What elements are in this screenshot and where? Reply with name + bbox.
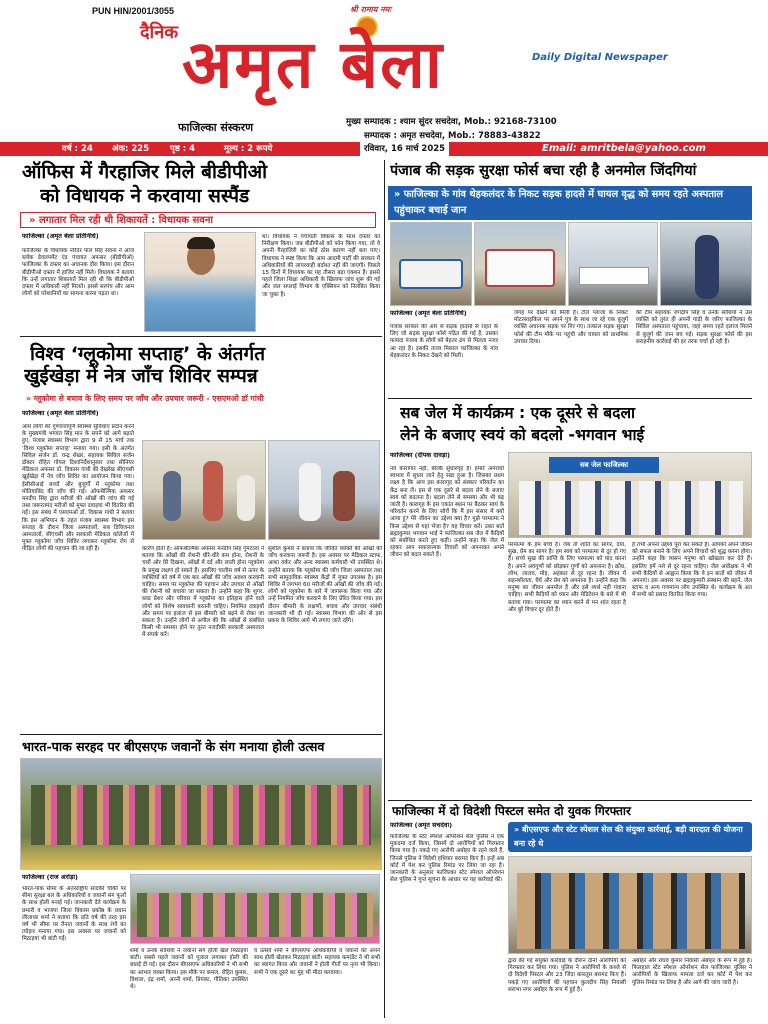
story2-col2: कारण होता है। ऑफथैल्मिक अफसर मनदीप सिंह गुमटाला ने बताया कि आँखों की रोशनी धीरे-धीरे कम होना, रोशनी के चारों ओर घेरे दिखना, आँखों में दर्द और लाली होना ग्लूकोमा के प्रमुख लक्षण हो सकते हैं। इसलिए चालीस वर्ष से ऊपर के व्यक्तियों को वर्ष में एक बार आँखों की जाँच अवश्य करवानी चाहिए। समय पर ग्लूकोमा की पहचान और उपचार से आँखों की रोशनी को बचाया जा सकता है। उन्होंने कहा कि शुगर, ब्लड प्रेशर और परिवार में ग्लूकोमा का इतिहास होने वाले लोगों को विशेष सावधानी बरतनी चाहिए। नियमित दवाइयों और समय पर इलाज से इस बीमारी को बढ़ने से रोका जा सकता है। उन्होंने लोगों से अपील की कि आँखों से संबंधित किसी भी समस्या होने पर तुरंत नजदीकी सरकारी अस्पताल में संपर्क करें। [142,546,264,639]
hospital-photo [568,222,658,306]
story6-subhead: » बीएसएफ और स्टेट स्पेशल सेल की संयुक्त कार्रवाई, बड़ी वारदात की योजना बना रहे थे [508,822,752,852]
divider [20,734,382,735]
rescue-van [485,249,555,287]
story4-subhead: » फाजिल्का के गांव थेहकलंदर के निकट सड़क हादसे में घायल वृद्ध को समय रहते अस्पताल पहुंचाकर बचाई जान [388,186,752,220]
story2-subhead-text: ग्लूकोमा से बचाव के लिए समय पर जाँच और उपचार जरूरी - एसएमओ डॉ गांधी [33,394,264,403]
jail-event-photo [508,452,752,538]
editor: सम्पादक : अमृत सचदेवा, Mob.: 78883-43822 [364,131,541,141]
story5-headline-2: लेने के बजाए स्वयं को बदलो -भगवान भाई [400,426,645,444]
chief-editor: मुख्य सम्पादक : श्याम सुंदर सचदेवा, Mob.: 92168-73100 [346,117,557,127]
masthead-tagline: Daily Digital Newspaper [532,52,668,63]
story5-headline-1: सब जेल में कार्यक्रम : एक दूसरे से बदला [400,404,636,422]
story5-col1: नव कारागार नहीं, बल्कि सुधारगृह है। हमारे अपराधी स्वभाव में सुधार लाने हेतु रखा हुआ है। जिसका प्रथम लक्ष्य है कि आप इस कारागृह को संस्कार परिवर्तन का केंद्र बना लें। इस से एक दूसरे से बदला लेने के बजाए स्वयं को बदलना है। बदला लेने से समस्या और भी बढ़ जाती है। कारागृह के इस एकांत स्थान पर बैठकर स्वयं के परिवर्तन करने के लिए सोचें कि मैं इस संसार में क्यों आया हूं? मेरे जीवन का उद्देश्य क्या है? मुझे परमात्मा ने किस उद्देश्य से यहां भेजा है? यह विचार करें। उक्त बातें ब्रह्माकुमार भगवान भाई ने फाजिल्का सब जेल में कैदियों को संबोधित करते हुए कहीं। उन्होंने कहा कि जेल में रहकर आप सकारात्मक विचारों को अपनाकर अपने जीवन को बदल सकते हैं। [390,466,504,559]
camp-person [163,471,181,521]
story2-col3: सुशील कुमार ने बताया कि जीवित व्यक्ति की आँखों की जाँच करवाना जरूरी है। इस अवसर पर मेडिकल स्टाफ, आशा वर्कर और अन्य स्वास्थ्य कर्मचारी भी उपस्थित थे। उन्होंने बताया कि ग्लूकोमा की जाँच जिला अस्पताल तथा सभी सामुदायिक स्वास्थ्य केंद्रों में मुफ्त उपलब्ध है। इस शिविर में लगभग 60 मरीजों की आँखों की जाँच की गई। लोगों को ग्लूकोमा के बारे में जागरूक किया गया और उन्हें नियमित जाँच करवाने के लिए प्रेरित किया गया। इस दौरान बीमारी के लक्षणों, बचाव और उपचार संबंधी जानकारी भी दी गई। स्वास्थ्य विभाग की ओर से इस प्रकार के शिविर आगे भी लगाए जाते रहेंगे। [268,546,382,625]
story2-col1: आम लोगों को गुणवत्तापूर्ण स्वास्थ्य सुविधाएं प्रदान करने के मुख्यमंत्री भगवंत सिंह मान के सपने को आगे बढ़ाते हुए, पंजाब स्वास्थ्य विभाग द्वारा 9 से 15 मार्च तक ‘विश्व ग्लूकोमा सप्ताह’ मनाया गया। इसी के अंतर्गत सिविल सर्जन डॉ. चन्द्र शेखर, सहायक सिविल सर्जन डॉक्टर रोहित गोयल दिशानिर्देशानुसार तथा सीनियर मेडिकल अफसर डॉ. विकास गांधी की देखरेख सीएचसी खुईखेड़ा में नेत्र जाँच शिविर का आयोजन किया गया। ईसीसीआई बच्चों और बुजुर्गों में ग्लूकोमा तथा मोतियाबिंद की जाँच की गई। ऑफथैल्मिक अफसर मनदीप सिंह द्वारा मरीजों की आँखों की जांच की गई तथा जरूरतमंद मरीजों को मुफ्त दवाइयां भी वितरित की गईं। इस संबंध में एसएमओ डॉ. विकास गांधी ने बताया कि इस अभियान के तहत पंजाब स्वास्थ्य विभाग इस सप्ताह के दौरान जिला अस्पतालों, सब डिविजनल अस्पतालों, सीएचसी और सरकारी मेडिकल कॉलेजों में मुफ्त ग्लूकोमा जाँच शिविर लगाकर ग्लूकोमा रोग से पीड़ित लोगों की पहचान की जा रही है। [22,424,134,553]
story4-subhead-text: फाजिल्का के गांव थेहकलंदर के निकट सड़क हादसे में घायल वृद्ध को समय रहते अस्पताल पहुंचाकर बचाई जान [394,189,724,216]
story1-subhead-text: लगातार मिल रही थी शिकायतें : विधायक सवना [38,215,214,226]
story1-col2: था। विधायक ने पंचायती विकास के साथ दफ्तर का निरीक्षण किया। जब बीडीपीओ को फोन किया गया, तो वे अपनी गैरहाजिरी का कोई ठोस कारण नहीं बता पाए। विधायक ने स्पष्ट किया कि आम आदमी पार्टी की सरकार में अधिकारियों की लापरवाही बर्दाश्त नहीं की जाएगी। पिछले 15 दिनों में विधायक का यह तीसरा बड़ा एक्शन है। इससे पहले जिला शिक्षा अधिकारी के खिलाफ जांच शुरू की गई और जल सप्लाई विभाग के एक्सियन को निलंबित किया जा चुका है। [262,234,380,298]
story1-headline-1: ऑफिस में गैरहाजिर मिले बीडीपीओ [22,161,268,183]
divider [388,800,752,801]
year: वर्ष : 24 [62,144,93,154]
story4-col3: की टीम सहायक जगदीप सिंह व उनके साथियों ने उस व्यक्ति को तुरंत ही अपनी गाड़ी के जरिए फाजिल्का के सिविल अस्पताल पहुंचाया, जहां समय रहते इलाज मिलने से बुजुर्ग की जान बच गई। सड़क सुरक्षा फोर्स की इस सराहनीय कार्रवाई की हर तरफ चर्चा हो रही है। [636,310,752,345]
story2-headline-1: विश्व ‘ग्लूकोमा सप्ताह’ के अंतर्गत [30,343,266,365]
jail-banner-text: सब जेल फाजिल्का [579,461,629,469]
story2-subhead: » ग्लूकोमा से बचाव के लिए समय पर जाँच और उपचार जरूरी - एसएमओ डॉ गांधी [20,392,382,406]
story4-headline: पंजाब की सड़क सुरक्षा फोर्स बचा रही है अनमोल जिंदगियां [390,163,697,179]
divider [388,398,752,399]
doctor-checkup-photo [268,440,380,540]
story1-col1: फाजिल्का के विधायक नरिंदर पाल सिंह सवना ने आज ब्लॉक डेवलपमेंट एंड पंचायत अफसर (बीडीपीओ) फाजिल्का के दफ्तर का अचानक दौरा किया। इस दौरान बीडीपीओ दफ्तर में हाजिर नहीं मिले। विधायक ने बताया कि उन्हें लगातार शिकायतें मिल रही थी कि बीडीपीओ दफ्तर में अधिकारी नहीं मिलते। इससे सरपंच और आम लोगों को परेशानियों का सामना करना पड़ता था। [22,248,134,298]
story1-headline-2: को विधायक ने करवाया सस्पैंड [40,185,250,207]
story2-headline-2: खुईखेड़ा में नेत्र जाँच शिविर सम्पन्न [24,365,258,387]
story6-col3: अबोहर और राघव कुमार निवासी अबोहर के रूप में हुई है। फिलहाल स्टेट स्पेशल ऑपरेशन सेल फाजिल्का पुलिस ने आरोपियों के खिलाफ मामला दर्ज कर कोर्ट में पेश कर पुलिस रिमांड पर लिया है और आगे की जांच जारी है। [632,958,752,986]
issue-date: रविवार, 16 मार्च 2025 [360,142,449,156]
doctor-figure [299,463,321,521]
story6-col1: फाजिल्का के स्टेट स्पेशल ऑपरेशन सेल पुलिस ने एक मुकदमा दर्ज किया, जिसमें दो आरोपियों को गिरफ्तार किया गया है। पकड़े गए आरोपी अबोहर के रहने वाले हैं, जिनसे पुलिस ने विदेशी हथियार बरामद किए हैं। इन्हें अब कोर्ट में पेश कर पुलिस रिमांड पर लिया जा रहा है। जानकारी के अनुसार फाजिल्का स्टेट स्पेशल ऑपरेशन सेल पुलिस ने गुप्त सूचना के आधार पर यह कार्रवाई की। [390,834,504,884]
camp-person [237,475,255,521]
story6-col2: द्वारा की गई संयुक्त कार्रवाई के दौरान दोनों आरोपियों को गिरफ्तार कर लिया गया। पुलिस ने आरोपियों के कब्जे से दो विदेशी पिस्टल और 23 जिंदा कारतूस बरामद किए हैं। पकड़े गए आरोपियों की पहचान कुलदीप सिंह निवासी सराभा नगर अबोहर के रूप में हुई है। [508,958,626,993]
story3-headline: भारत-पाक सरहद पर बीएसएफ जवानों के संग मनाया होली उत्सव [22,739,325,754]
bsf-holi-photo [20,758,382,870]
story3-col2: शर्मा व उनके साथियों ने जवानों संग होली खेल मिठाइयां बांटी। सबसे पहले जवानों को गुलाल लगाकर होली की बधाई दी गई। इस दौरान बीएसएफ अधिकारियों ने भी सभी का आभार व्यक्त किया। इस मौके पर कमल, रोहित कुमार, विशाल, इंद्र शर्मा, अरनी शर्मा, प्रियंका, गीतिका उपस्थित थे। [130,948,248,991]
eye-camp-photo [142,440,266,540]
story4-byline: फाजिल्का (अमृत बेला प्रतिनिधि) [390,310,467,317]
reg-no: PUN HIN/2001/3055 [92,6,175,16]
story2-byline: फाजिल्का (अमृत बेला प्रतिनिधि) [22,410,99,417]
story3-byline: फाजिल्का (राज अरोड़ा) [22,874,78,881]
page-no: पृष्ठ : 4 [170,144,196,154]
email[interactable]: Email: amritbela@yahoo.com [542,143,706,154]
police-group [517,873,745,949]
holi-group-photo [130,874,380,944]
camp-person [203,461,223,521]
mla-portrait-photo [144,232,256,332]
story1-subhead: » लगातार मिल रही थी शिकायतें : विधायक सवना [20,212,376,228]
masthead-edition: फाजिल्का संस्करण [178,121,254,134]
story5-col3: है तभी अपना उद्देश्य पूरा कर सकते हैं। आपको अपने जीवन को सफल बनाने के लिए अपने विचारों को शुद्ध करना होगा। उन्होंने कहा कि व्यसन मनुष्य को खोखला कर देते हैं। इसलिए हमें नशे से दूर रहना चाहिए। जेल अधीक्षक ने भी सभी कैदियों से आह्वान किया कि वे इन बातों को जीवन में अपनाएं। इस अवसर पर ब्रह्माकुमारी संस्थान की बहनें, जेल स्टाफ व अन्य गणमान्य लोग उपस्थित थे। कार्यक्रम के अंत में सभी को प्रसाद वितरित किया गया। [632,542,752,599]
officer-figure [695,235,719,299]
price: मूल्य : 2 रूपये [224,144,273,154]
story3-col3: व उत्सव शर्मा ने बीएसएफ अधिकारियों व जवानों को अपने साथ होली खेलकर मिठाइयां बांटी। सहायक कमांडेंट ने भी सभी का स्वागत किया और जवानों ने होली गीतों पर नृत्य भी किया। सभी ने एक दूसरे का मुंह भी मीठा करवाया। [254,948,380,976]
blessing: श्री रामाय नमः [350,5,391,14]
soldier-group [31,785,371,845]
patient-bed [579,267,649,285]
story6-headline: फाजिल्का में दो विदेशी पिस्टल समेत दो युवक गिरफ्तार [392,804,631,818]
divider [20,336,382,337]
portrait-hair [187,237,215,249]
story1-byline: फाजिल्का (अमृत बेला प्रतिनिधि) [22,233,99,240]
crowd [137,893,373,937]
column-divider [384,160,385,1018]
issue: अंक: 225 [112,144,150,154]
info-bar [0,142,768,156]
road-vehicle-photo [390,222,472,306]
story6-subhead-text: बीएसएफ और स्टेट स्पेशल सेल की संयुक्त कार्रवाई, बड़ी वारदात की योजना बना रहे थे [514,825,743,848]
patient-figure [333,471,355,521]
masthead-small-title: दैनिक [140,22,179,43]
vehicle [399,259,463,289]
speaker-group [519,481,743,535]
officer-photo [660,222,752,306]
jail-banner [549,457,659,473]
story3-col1: भारत-पाक सीमा के अंतरराष्ट्रीय सादकी चौकी पर सीमा सुरक्षा बल के अधिकारियों व जवानों संग फूलों के साथ होली मनाई गई। जानकारी देते कार्यक्रम के प्रभारी व भाजपा जिला विकास प्रकोष्ठ के प्रधान लीलाधर शर्मा ने बताया कि प्रति वर्ष की तरह इस वर्ष भी सीमा पर तैनात जवानों के साथ रंगों का त्योहार मनाया गया। इस अवसर पर जवानों को मिठाइयां भी बांटी गईं। [22,886,126,943]
story5-byline: फाजिल्का (दीपक दावड़ा) [390,452,450,459]
arrest-photo [508,856,752,954]
story4-col1: पंजाब सरकार की ओर से सड़क हादसों से राहत के लिए जो सड़क सुरक्षा फोर्स गठित की गई है, उसका फायदा पंजाब के लोगों को बेहतर ढंग से मिलता नजर आ रहा है। इसकी ताजा मिसाल फाजिल्का के गांव थेहकलंदर के निकट देखने को मिली। [390,324,498,359]
story5-col2: परमात्मा के हम बच्चे हैं। जब तो शांति का सागर, दया, सुख, प्रेम का सागर है। हम स्वयं को परमात्मा से दूर हो गए हैं। सच्चे सुख की प्राप्ति के लिए परमात्मा को याद करना है। अपने अवगुणों को छोड़कर गुणों को अपनाना है। क्रोध, लोभ, लालच, मोह, अहंकार से दूर रहना है। जीवन में सहनशीलता, धैर्य और प्रेम को अपनाना है। उन्होंने कहा कि मनुष्य का जीवन अनमोल है और इसे व्यर्थ नहीं गंवाना चाहिए। सभी कैदियों को ध्यान और मेडिटेशन के बारे में भी बताया गया। परमात्मा का ध्यान करने से मन शांत रहता है और बुरे विचार दूर होते हैं। [508,542,626,613]
story4-col2: जगह पर देखने को मिली है। टोल प्लाजा के निकट मोटरसाइकिल पर अपने पुत्र के साथ जा रहे एक बुजुर्ग व्यक्ति अचानक सड़क पर गिर गए। तत्काल सड़क सुरक्षा फोर्स की टीम मौके पर पहुंची और घायल को प्राथमिक उपचार दिया। [514,310,628,345]
masthead-title: अमृत बेला [182,26,445,103]
story6-byline: फाजिल्का (अमृत सचदेवा) [390,822,453,829]
road-rescue-photo [474,222,566,306]
